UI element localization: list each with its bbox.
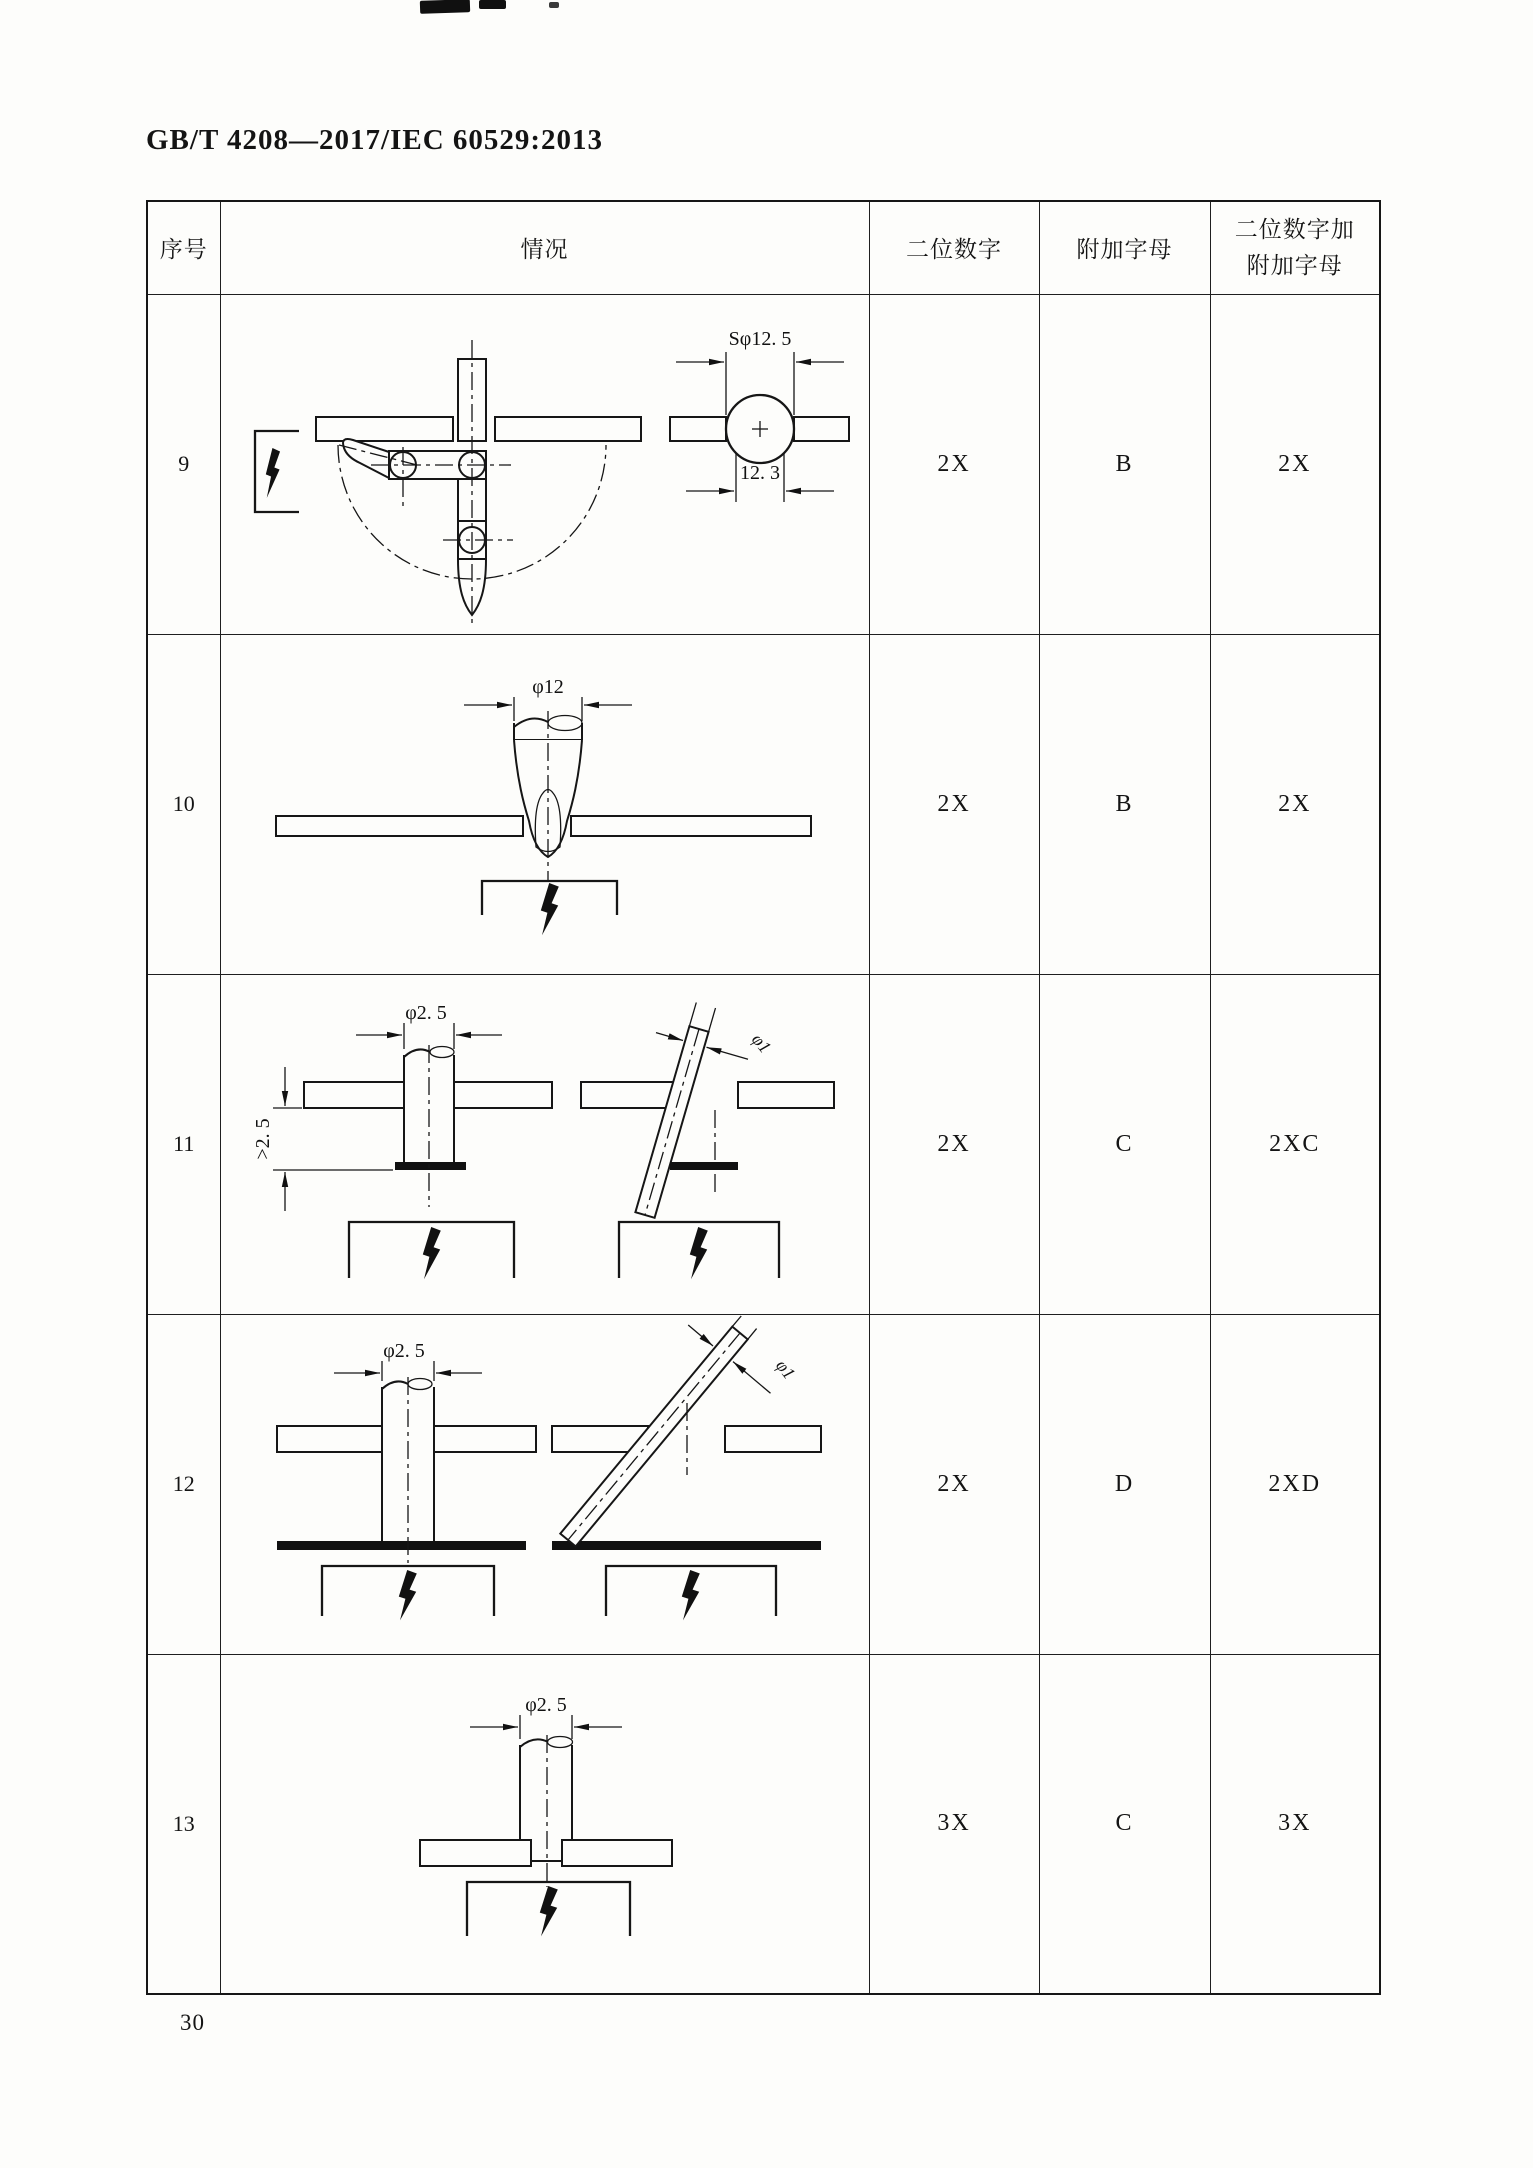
lightning-hazard-icon <box>540 883 558 935</box>
row-12-index: 12 <box>147 1314 220 1654</box>
test-rod-probe <box>520 1736 573 1861</box>
page-number: 30 <box>180 2010 205 2035</box>
table-header-row <box>147 201 1380 294</box>
table-row-10 <box>147 634 1380 974</box>
col-header-situation: 情况 <box>220 201 869 294</box>
lightning-hazard-icon <box>681 1570 699 1620</box>
lightning-hazard-icon <box>539 1886 557 1936</box>
row-10-diagram-cell <box>220 634 869 974</box>
dim-label-probe-diameter: φ2. 5 <box>404 1001 447 1024</box>
col-header-index: 序号 <box>147 201 220 294</box>
lightning-hazard-icon <box>265 448 279 498</box>
dim-label-wire-diameter: φ1 <box>771 1355 799 1383</box>
row-12-additional-letter: D <box>1039 1314 1210 1654</box>
row-10-two-digit: 2X <box>869 634 1039 974</box>
dim-label-probe-diameter: φ12 <box>531 675 564 698</box>
row-11-diagram <box>221 975 869 1314</box>
lightning-hazard-icon <box>422 1227 440 1279</box>
dimension-probe-diameter <box>334 1340 482 1381</box>
row-9-diagram-cell <box>220 294 869 634</box>
dim-label-probe-diameter: φ2. 5 <box>524 1693 567 1716</box>
row-13-two-digit: 3X <box>869 1654 1039 1994</box>
row-13-diagram-cell <box>220 1654 869 1994</box>
internal-barrier-right <box>670 1162 738 1170</box>
row-9-two-digit: 2X <box>869 294 1039 634</box>
row-11-diagram-cell <box>220 974 869 1314</box>
dimension-wire-diameter <box>656 1029 775 1059</box>
col-header-two-digit: 二位数字 <box>869 201 1039 294</box>
dim-label-sphere-width: 12. 3 <box>739 461 780 484</box>
row-11-combined: 2XC <box>1210 974 1380 1314</box>
row-10-index: 10 <box>147 634 220 974</box>
row-12-diagram <box>221 1315 869 1654</box>
barrier-wall-right <box>581 1082 834 1108</box>
row-13-combined: 3X <box>1210 1654 1380 1994</box>
table-row-13 <box>147 1654 1380 1994</box>
row-12-two-digit: 2X <box>869 1314 1039 1654</box>
standard-code: GB/T 4208—2017/IEC 60529:2013 <box>146 124 604 156</box>
test-probe-table <box>146 200 1381 1995</box>
row-9-additional-letter: B <box>1039 294 1210 634</box>
dim-label-clearance: >2. 5 <box>251 1117 274 1160</box>
enclosure-bottom <box>277 1541 526 1550</box>
row-9-combined: 2X <box>1210 294 1380 634</box>
row-12-combined: 2XD <box>1210 1314 1380 1654</box>
dim-label-wire-diameter: φ1 <box>747 1028 775 1057</box>
row-11-index: 11 <box>147 974 220 1314</box>
table-row-12 <box>147 1314 1380 1654</box>
row-10-diagram <box>221 635 869 974</box>
row-10-additional-letter: B <box>1039 634 1210 974</box>
dimension-probe-diameter <box>356 1002 502 1049</box>
row-13-additional-letter: C <box>1039 1654 1210 1994</box>
scan-artifact <box>549 2 559 8</box>
barrier-wall <box>304 1082 552 1108</box>
col-header-additional-letter: 附加字母 <box>1039 201 1210 294</box>
row-9-index: 9 <box>147 294 220 634</box>
row-11-additional-letter: C <box>1039 974 1210 1314</box>
dimension-clearance <box>252 1067 393 1211</box>
table-row-11 <box>147 974 1380 1314</box>
row-9-diagram <box>221 295 869 634</box>
row-10-combined: 2X <box>1210 634 1380 974</box>
dimension-probe-diameter <box>470 1694 622 1739</box>
barrier-wall <box>277 1426 536 1452</box>
dim-label-probe-diameter: φ2. 5 <box>382 1339 425 1362</box>
col-header-combined-line2: 附加字母 <box>1246 252 1343 278</box>
jointed-test-finger <box>343 359 486 615</box>
dim-label-sphere-diameter: Sφ12. 5 <box>728 327 791 350</box>
scan-artifact <box>479 0 506 9</box>
barrier-wall <box>420 1840 672 1866</box>
tilted-test-wire <box>635 1002 715 1217</box>
row-11-two-digit: 2X <box>869 974 1039 1314</box>
scan-artifact <box>420 0 470 14</box>
enclosure-bottom-right <box>552 1541 821 1550</box>
internal-barrier <box>395 1162 466 1170</box>
lightning-hazard-icon <box>398 1570 416 1620</box>
col-header-combined <box>1210 201 1380 294</box>
tilted-test-wire <box>560 1316 756 1546</box>
table-row-9 <box>147 294 1380 634</box>
sphere-probe <box>670 395 849 463</box>
row-13-diagram <box>221 1655 869 1993</box>
row-12-diagram-cell <box>220 1314 869 1654</box>
lightning-hazard-icon <box>689 1227 707 1279</box>
col-header-combined-line1: 二位数字加 <box>1234 217 1355 243</box>
row-13-index: 13 <box>147 1654 220 1994</box>
